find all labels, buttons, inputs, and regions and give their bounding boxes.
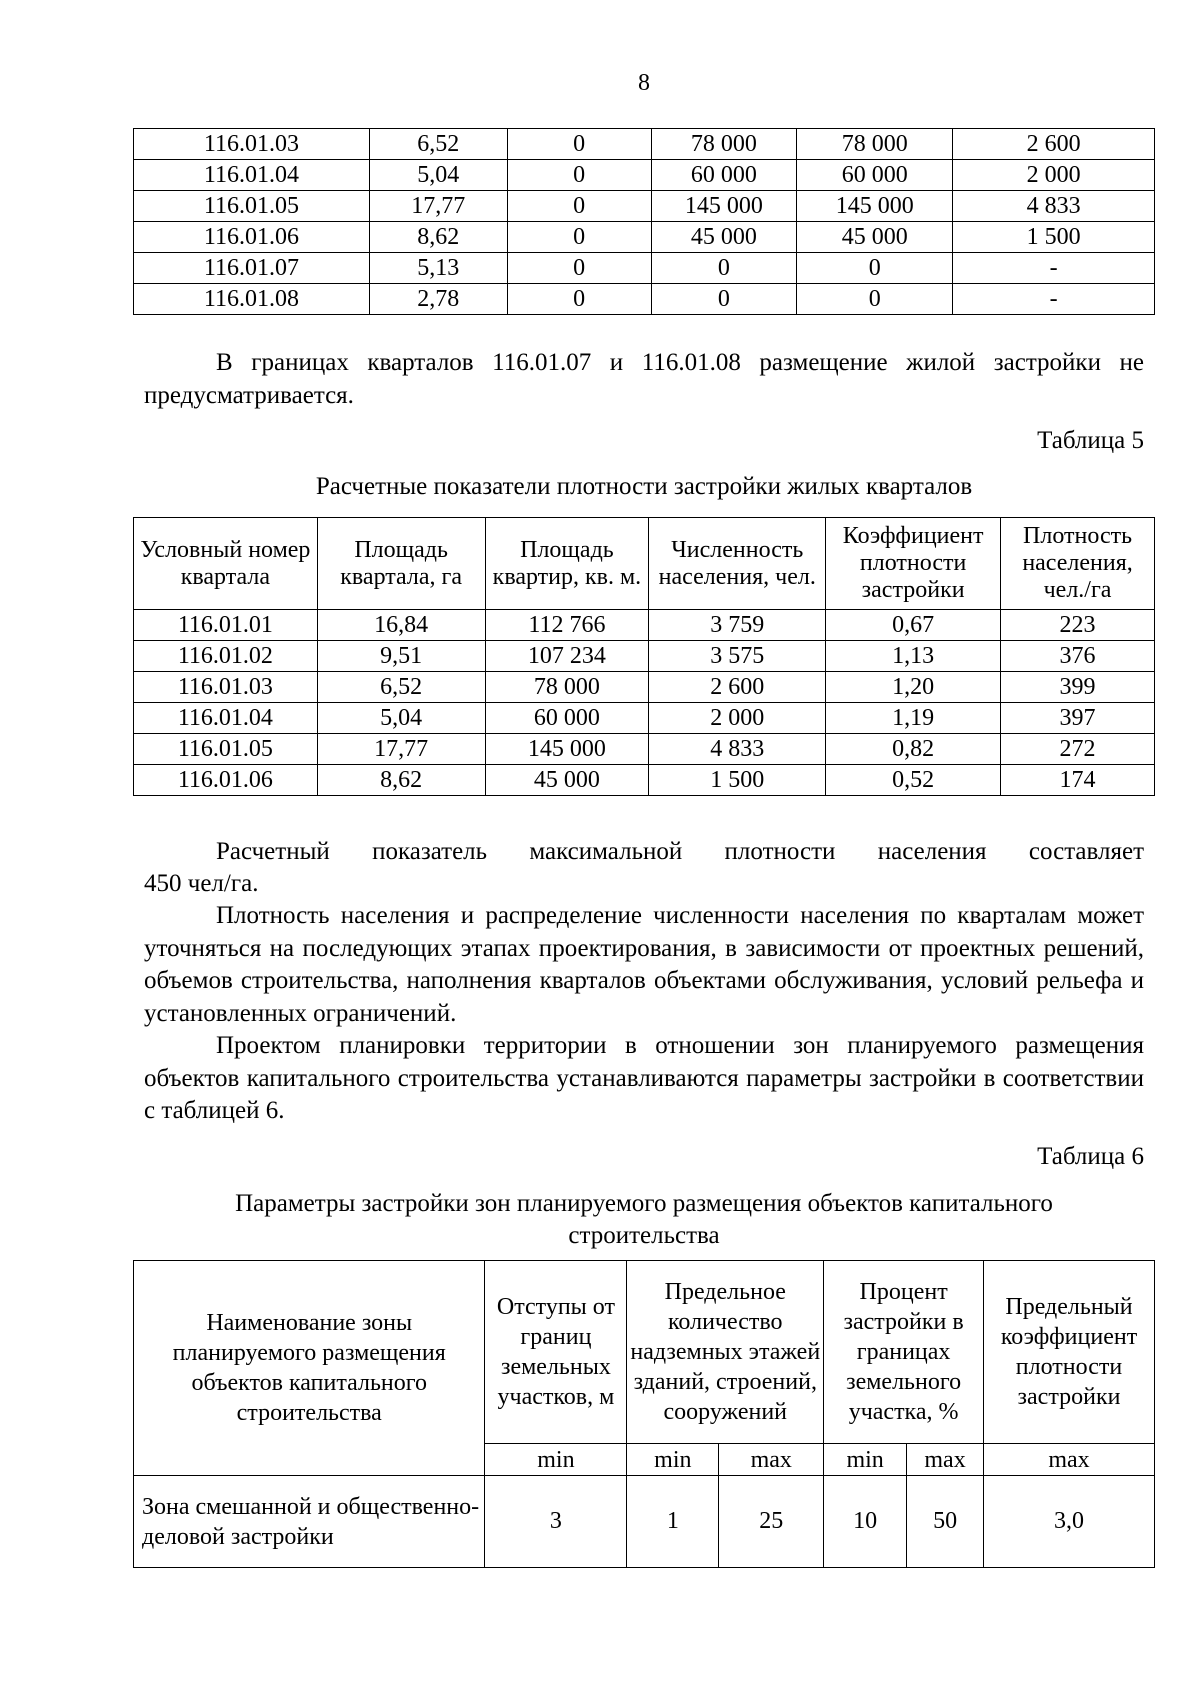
cell: 397 xyxy=(1001,703,1155,734)
cell: 223 xyxy=(1001,610,1155,641)
cell: 0 xyxy=(507,284,651,315)
cell: 1,19 xyxy=(826,703,1001,734)
cell: 2 600 xyxy=(953,129,1155,160)
table-row xyxy=(134,765,1155,796)
table-row xyxy=(134,703,1155,734)
cell: 0 xyxy=(507,129,651,160)
column-header-density: Предельный коэффициент плотности застройки xyxy=(984,1261,1155,1444)
cell: 2 000 xyxy=(649,703,826,734)
subheader-cell: max xyxy=(984,1444,1155,1476)
subheader-cell: max xyxy=(907,1444,984,1476)
table5-label: Таблица 5 xyxy=(1037,427,1144,454)
page-number: 8 xyxy=(638,70,650,96)
subheader-cell: min xyxy=(485,1444,627,1476)
table-row xyxy=(134,253,1155,284)
table-row xyxy=(134,191,1155,222)
table-row xyxy=(134,610,1155,641)
cell: 60 000 xyxy=(797,160,953,191)
cell: 0 xyxy=(797,253,953,284)
cell: - xyxy=(953,284,1155,315)
cell: 116.01.04 xyxy=(134,703,318,734)
cell: 1 xyxy=(627,1476,719,1568)
table5-title: Расчетные показатели плотности застройки жилых кварталов xyxy=(315,473,973,500)
cell: 116.01.03 xyxy=(134,672,318,703)
cell: 2,78 xyxy=(369,284,507,315)
cell: 4 833 xyxy=(649,734,826,765)
cell: 0,82 xyxy=(826,734,1001,765)
cell: 5,13 xyxy=(369,253,507,284)
cell: 78 000 xyxy=(651,129,797,160)
cell: 116.01.06 xyxy=(134,765,318,796)
column-header: Площадь квартала, га xyxy=(317,518,485,610)
column-header-percent: Процент застройки в границах земельного участка, % xyxy=(824,1261,984,1444)
cell: 145 000 xyxy=(651,191,797,222)
cell: 17,77 xyxy=(369,191,507,222)
subheader-cell: max xyxy=(719,1444,824,1476)
table-header-row xyxy=(134,518,1155,610)
cell: 45 000 xyxy=(797,222,953,253)
cell: 112 766 xyxy=(485,610,649,641)
cell: 145 000 xyxy=(797,191,953,222)
cell: 0 xyxy=(651,253,797,284)
cell: 0 xyxy=(797,284,953,315)
cell: 78 000 xyxy=(797,129,953,160)
cell: 50 xyxy=(907,1476,984,1568)
column-header: Площадь квартир, кв. м. xyxy=(485,518,649,610)
table-row xyxy=(134,129,1155,160)
cell: - xyxy=(953,253,1155,284)
cell: 116.01.07 xyxy=(134,253,370,284)
subheader-cell: min xyxy=(824,1444,907,1476)
cell: 4 833 xyxy=(953,191,1155,222)
cell: 8,62 xyxy=(369,222,507,253)
cell: 45 000 xyxy=(651,222,797,253)
cell: 3,0 xyxy=(984,1476,1155,1568)
table6-title-line1: Параметры застройки зон планируемого размещения объектов капитального xyxy=(235,1190,1053,1217)
cell: 17,77 xyxy=(317,734,485,765)
table-row xyxy=(134,284,1155,315)
table5-density xyxy=(133,517,1155,796)
column-header: Условный номер квартала xyxy=(134,518,318,610)
table-row xyxy=(134,734,1155,765)
cell: 1,13 xyxy=(826,641,1001,672)
cell: 145 000 xyxy=(485,734,649,765)
cell: 6,52 xyxy=(369,129,507,160)
table-row xyxy=(134,1476,1155,1568)
cell: 2 000 xyxy=(953,160,1155,191)
paragraph-max-density-value: 450 чел/га. xyxy=(144,870,259,897)
column-header-floors: Предельное количество надземных этажей зданий, строений, сооружений xyxy=(627,1261,824,1444)
cell: 376 xyxy=(1001,641,1155,672)
cell: 3 xyxy=(485,1476,627,1568)
table6-title-line2: строительства xyxy=(568,1222,720,1249)
column-header: Плотность населения, чел./га xyxy=(1001,518,1155,610)
table6-building-parameters xyxy=(133,1260,1155,1568)
column-header: Коэффициент плотности застройки xyxy=(826,518,1001,610)
cell: 116.01.08 xyxy=(134,284,370,315)
cell: 1 500 xyxy=(953,222,1155,253)
table-row xyxy=(134,160,1155,191)
cell: 0,67 xyxy=(826,610,1001,641)
cell: 1 500 xyxy=(649,765,826,796)
cell: 25 xyxy=(719,1476,824,1568)
cell: 45 000 xyxy=(485,765,649,796)
subheader-cell: min xyxy=(627,1444,719,1476)
cell: 2 600 xyxy=(649,672,826,703)
cell: 78 000 xyxy=(485,672,649,703)
paragraph-building-parameters: Проектом планировки территории в отношении зон планируемого размещения объектов капитального строительства устанавливаются параметры застройки в соответствии с таблицей 6. xyxy=(144,1032,1144,1124)
column-header-zone: Наименование зоны планируемого размещения объектов капитального строительства xyxy=(134,1261,485,1476)
cell: 174 xyxy=(1001,765,1155,796)
cell: 9,51 xyxy=(317,641,485,672)
cell: 0 xyxy=(507,253,651,284)
cell: 3 759 xyxy=(649,610,826,641)
cell: 0 xyxy=(651,284,797,315)
table-header-row xyxy=(134,1261,1155,1444)
cell: 0 xyxy=(507,191,651,222)
table-row xyxy=(134,672,1155,703)
cell: 116.01.02 xyxy=(134,641,318,672)
cell: 3 575 xyxy=(649,641,826,672)
cell: 5,04 xyxy=(317,703,485,734)
cell: 107 234 xyxy=(485,641,649,672)
cell: 116.01.04 xyxy=(134,160,370,191)
cell: 116.01.01 xyxy=(134,610,318,641)
cell: 8,62 xyxy=(317,765,485,796)
cell: 60 000 xyxy=(651,160,797,191)
cell: 116.01.05 xyxy=(134,734,318,765)
cell: 60 000 xyxy=(485,703,649,734)
cell: 0,52 xyxy=(826,765,1001,796)
cell: 10 xyxy=(824,1476,907,1568)
cell: 116.01.03 xyxy=(134,129,370,160)
table6-label: Таблица 6 xyxy=(1037,1143,1144,1170)
cell: 5,04 xyxy=(369,160,507,191)
zone-name-cell: Зона смешанной и общественно-деловой застройки xyxy=(134,1476,485,1568)
cell: 399 xyxy=(1001,672,1155,703)
paragraph-max-density: Расчетный показатель максимальной плотности населения составляет xyxy=(216,838,1144,865)
table-row xyxy=(134,222,1155,253)
cell: 116.01.05 xyxy=(134,191,370,222)
cell: 0 xyxy=(507,160,651,191)
cell: 1,20 xyxy=(826,672,1001,703)
cell: 0 xyxy=(507,222,651,253)
cell: 6,52 xyxy=(317,672,485,703)
table-row xyxy=(134,641,1155,672)
cell: 272 xyxy=(1001,734,1155,765)
column-header: Численность населения, чел. xyxy=(649,518,826,610)
cell: 116.01.06 xyxy=(134,222,370,253)
paragraph-population-density: Плотность населения и распределение численности населения по кварталам может уточняться на последующих этапах проектирования, в зависимости от проектных решений, объемов строительства, наполнения кварталов объектами обслуживания, условий рельефа и установленных ограничений. xyxy=(144,902,1144,1027)
column-header-setback: Отступы от границ земельных участков, м xyxy=(485,1261,627,1444)
paragraph-blocks-no-housing: В границах кварталов 116.01.07 и 116.01.08 размещение жилой застройки не предусматривается. xyxy=(144,349,1144,409)
table-continued xyxy=(133,128,1155,315)
cell: 16,84 xyxy=(317,610,485,641)
